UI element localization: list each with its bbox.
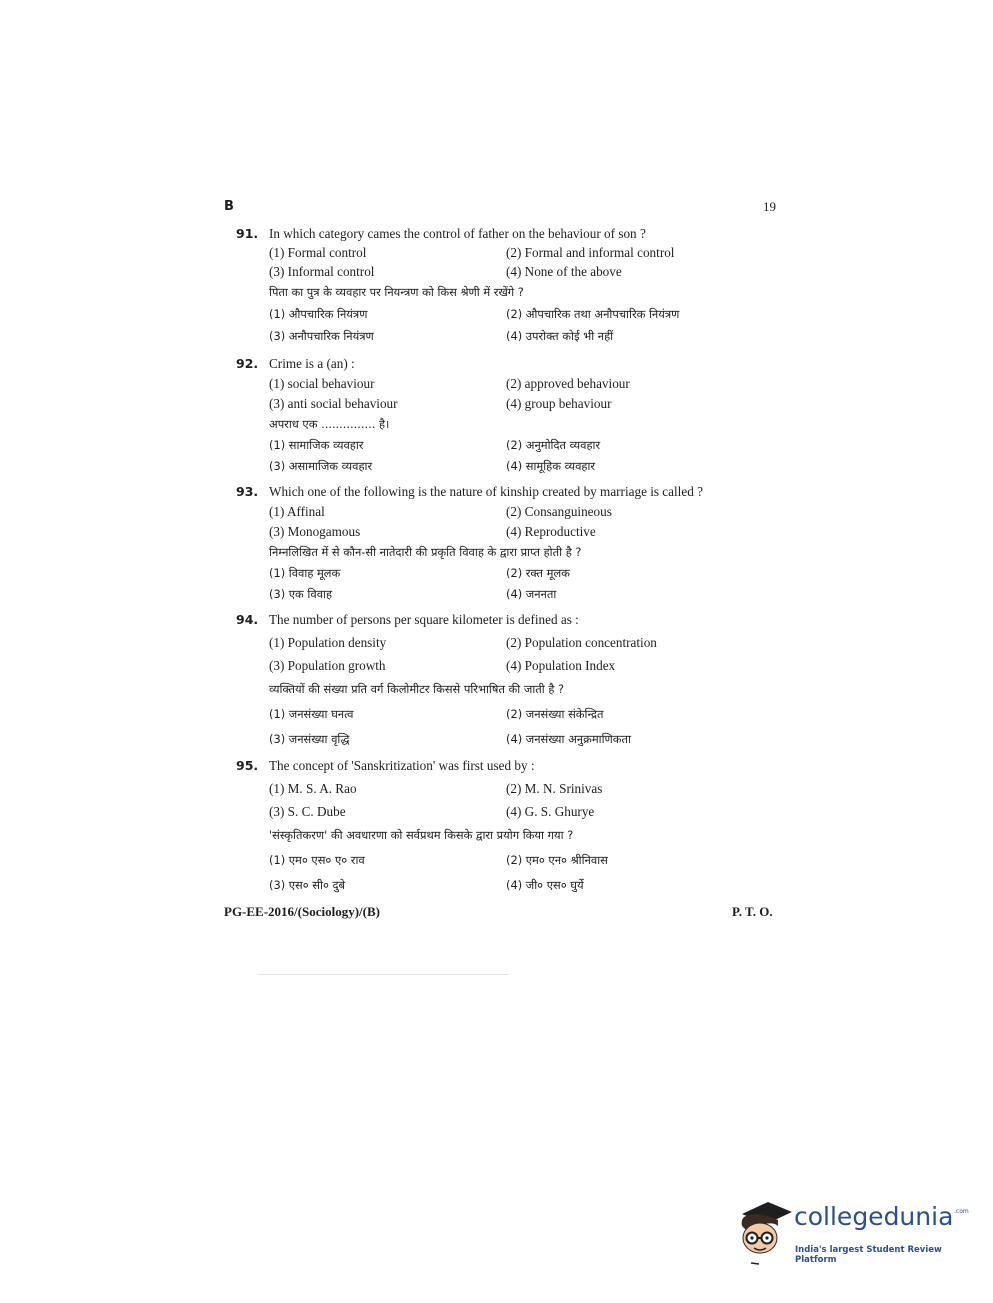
question-text-en: The number of persons per square kilometer is defined as : bbox=[269, 612, 579, 627]
question-number: 92. bbox=[236, 356, 259, 371]
option-3-en: (3) S. C. Dube bbox=[269, 804, 346, 819]
question-91 bbox=[236, 224, 776, 346]
option-3-hi: (3) एक विवाह bbox=[269, 587, 333, 601]
option-4-hi: (4) जी० एस० घुर्ये bbox=[506, 878, 584, 892]
option-2-en: (2) approved behaviour bbox=[506, 376, 630, 391]
question-text-en: The concept of 'Sanskritization' was first used by : bbox=[269, 758, 535, 773]
option-4-en: (4) group behaviour bbox=[506, 396, 612, 411]
option-3-en: (3) Population growth bbox=[269, 658, 386, 673]
option-3-hi: (3) असामाजिक व्यवहार bbox=[269, 459, 373, 473]
paper-code: PG-EE-2016/(Sociology)/(B) bbox=[224, 904, 380, 919]
option-1-hi: (1) जनसंख्या घनत्व bbox=[269, 707, 354, 721]
option-3-hi: (3) जनसंख्या वृद्धि bbox=[269, 732, 350, 746]
option-4-en: (4) Population Index bbox=[506, 658, 616, 673]
question-text-hi: अपराध एक ............... है। bbox=[269, 417, 390, 431]
page-number: 19 bbox=[763, 199, 776, 214]
option-2-en: (2) Formal and informal control bbox=[506, 245, 675, 260]
question-text-en: In which category cames the control of father on the behaviour of son ? bbox=[269, 226, 646, 241]
option-4-hi: (4) जननता bbox=[506, 587, 557, 601]
option-3-hi: (3) एस० सी० दुबे bbox=[269, 878, 346, 892]
option-2-hi: (2) रक्त मूलक bbox=[506, 566, 570, 580]
option-1-hi: (1) एम० एस० ए० राव bbox=[269, 853, 365, 867]
option-1-hi: (1) विवाह मूलक bbox=[269, 566, 341, 580]
collegedunia-logo bbox=[734, 1196, 969, 1266]
option-2-hi: (2) जनसंख्या संकेन्द्रित bbox=[506, 707, 604, 721]
option-2-en: (2) Consanguineous bbox=[506, 504, 612, 519]
option-1-hi: (1) औपचारिक नियंत्रण bbox=[269, 307, 368, 321]
option-2-en: (2) Population concentration bbox=[506, 635, 657, 650]
option-3-hi: (3) अनौपचारिक नियंत्रण bbox=[269, 329, 374, 343]
option-2-en: (2) M. N. Srinivas bbox=[506, 781, 603, 796]
logo-tagline: India's largest Student Review Platform bbox=[795, 1245, 942, 1265]
option-2-hi: (2) औपचारिक तथा अनौपचारिक नियंत्रण bbox=[506, 307, 680, 321]
question-94 bbox=[236, 610, 776, 749]
option-4-hi: (4) जनसंख्या अनुक्रमाणिकता bbox=[506, 732, 631, 746]
question-number: 91. bbox=[236, 226, 259, 241]
option-1-en: (1) Formal control bbox=[269, 245, 367, 260]
question-92 bbox=[236, 354, 776, 476]
question-number: 93. bbox=[236, 484, 259, 499]
option-4-hi: (4) सामूहिक व्यवहार bbox=[506, 459, 596, 473]
pto-label: P. T. O. bbox=[732, 904, 773, 919]
divider bbox=[258, 974, 508, 975]
question-number: 94. bbox=[236, 612, 259, 627]
logo-wordmark: collegedunia bbox=[794, 1202, 954, 1231]
option-2-hi: (2) अनुमोदित व्यवहार bbox=[506, 438, 601, 452]
option-3-en: (3) Informal control bbox=[269, 264, 375, 279]
logo-tld: .com bbox=[954, 1208, 969, 1215]
option-4-en: (4) None of the above bbox=[506, 264, 622, 279]
question-text-en: Which one of the following is the nature of kinship created by marriage is called ? bbox=[269, 484, 703, 499]
question-text-hi: निम्नलिखित में से कौन-सी नातेदारी की प्रकृति विवाह के द्वारा प्राप्त होती है ? bbox=[269, 545, 582, 559]
option-3-en: (3) anti social behaviour bbox=[269, 396, 398, 411]
question-number: 95. bbox=[236, 758, 259, 773]
option-4-hi: (4) उपरोक्त कोई भी नहीं bbox=[506, 329, 614, 343]
option-4-en: (4) Reproductive bbox=[506, 524, 596, 539]
question-text-en: Crime is a (an) : bbox=[269, 356, 355, 371]
question-93 bbox=[236, 482, 776, 604]
option-1-en: (1) Affinal bbox=[269, 504, 325, 519]
option-4-en: (4) G. S. Ghurye bbox=[506, 804, 595, 819]
question-text-hi: पिता का पुत्र के व्यवहार पर नियन्त्रण को किस श्रेणी में रखेंगे ? bbox=[269, 285, 524, 299]
option-2-hi: (2) एम० एन० श्रीनिवास bbox=[506, 853, 608, 867]
set-label: B bbox=[224, 199, 234, 214]
question-95 bbox=[236, 756, 776, 895]
option-1-hi: (1) सामाजिक व्यवहार bbox=[269, 438, 364, 452]
mascot-icon bbox=[734, 1196, 794, 1266]
option-1-en: (1) M. S. A. Rao bbox=[269, 781, 357, 796]
option-3-en: (3) Monogamous bbox=[269, 524, 361, 539]
option-1-en: (1) social behaviour bbox=[269, 376, 375, 391]
option-1-en: (1) Population density bbox=[269, 635, 387, 650]
question-text-hi: 'संस्कृतिकरण' की अवधारणा को सर्वप्रथम किसके द्वारा प्रयोग किया गया ? bbox=[269, 828, 574, 842]
question-text-hi: व्यक्तियों की संख्या प्रति वर्ग किलोमीटर किससे परिभाषित की जाती है ? bbox=[269, 682, 565, 696]
